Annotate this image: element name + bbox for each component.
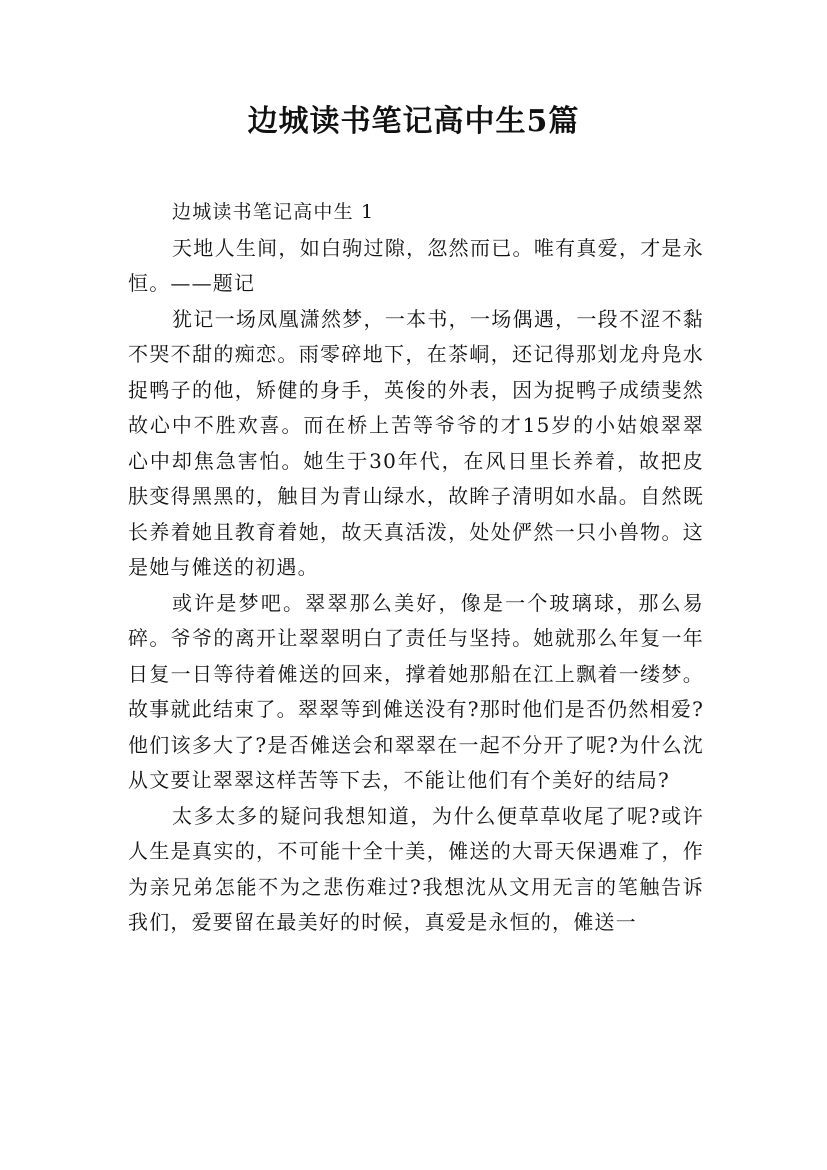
paragraph-first-meeting: 犹记一场凤凰潇然梦，一本书，一场偶遇，一段不涩不黏不哭不甜的痴恋。雨零碎地下，在茶峒，还记得那划龙舟凫水捉鸭子的他，矫健的身手，英俊的外表，因为捉鸭子成绩斐然故心中不胜欢喜。而在桥上苦等爷爷的才15岁的小姑娘翠翠心中却焦急害怕。她生于30年代，在风日里长养着，故把皮肤变得黑黑的，触目为青山绿水，故眸子清明如水晶。自然既长养着她且教育着她，故天真活泼，处处俨然一只小兽物。这是她与傩送的初遇。 (128, 306, 704, 579)
document-body (128, 195, 704, 941)
section-heading: 边城读书笔记高中生 1 (172, 201, 375, 223)
paragraph-dream: 或许是梦吧。翠翠那么美好，像是一个玻璃球，那么易碎。爷爷的离开让翠翠明白了责任与坚持。她就那么年复一年日复一日等待着傩送的回来，撑着她那船在江上飘着一缕梦。故事就此结束了。翠翠等到傩送没有?那时他们是否仍然相爱?他们该多大了?是否傩送会和翠翠在一起不分开了呢?为什么沈从文要让翠翠这样苦等下去，不能让他们有个美好的结局? (128, 590, 704, 792)
paragraph-questions: 太多太多的疑问我想知道，为什么便草草收尾了呢?或许人生是真实的，不可能十全十美，傩送的大哥天保遇难了，作为亲兄弟怎能不为之悲伤难过?我想沈从文用无言的笔触告诉我们，爱要留在最美好的时候，真爱是永恒的，傩送一 (128, 803, 704, 934)
paragraph-epigraph: 天地人生间，如白驹过隙，忽然而已。唯有真爱，才是永恒。——题记 (128, 235, 704, 295)
document-title: 边城读书笔记高中生5篇 (247, 104, 580, 139)
